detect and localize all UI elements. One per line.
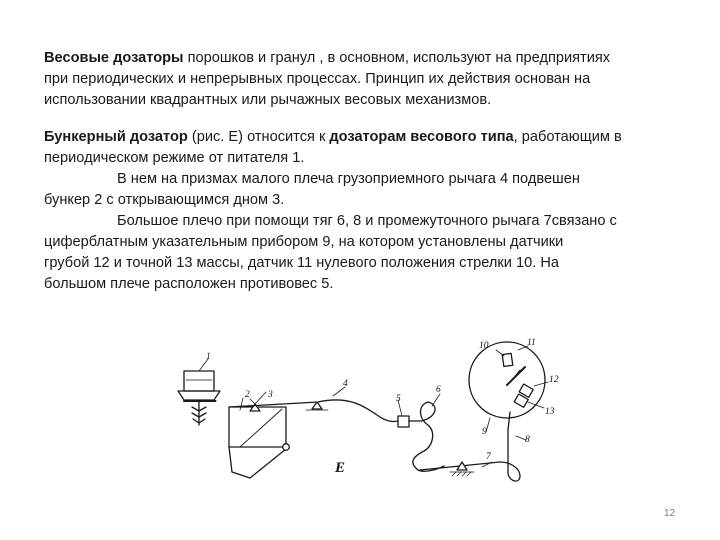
term-weight-dosers: Весовые дозаторы: [44, 50, 184, 66]
intro-line-1-text: порошков и гранул , в основном, используют на предприятиях: [183, 50, 611, 66]
term-hopper-doser: Бункерный дозатор: [44, 129, 188, 145]
hopper-line-8: большом плече расположен противовес 5.: [44, 276, 334, 292]
rod-8: [500, 412, 526, 481]
label-4: 4: [343, 379, 348, 389]
dial-indicator: [469, 342, 548, 432]
hopper-line-7: грубой 12 и точной 13 массы, датчик 11 нулевого положения стрелки 10. На: [44, 255, 559, 271]
label-11: 11: [527, 338, 536, 348]
label-2: 2: [245, 390, 250, 400]
hopper-line-2: периодическом режиме от питателя 1.: [44, 150, 305, 166]
hopper-line-1-end: , работающим в: [513, 129, 622, 145]
label-9: 9: [482, 427, 487, 437]
hopper-line-3: В нем на призмах малого плеча грузоприемного рычага 4 подвешен: [117, 171, 580, 187]
label-13: 13: [545, 407, 555, 417]
feeder: [178, 359, 220, 425]
intro-line-3: использовании квадрантных или рычажных весовых механизмов.: [44, 92, 492, 108]
figure-caption: Е: [335, 460, 346, 476]
label-6: 6: [436, 385, 441, 395]
label-10: 10: [479, 341, 489, 351]
label-5: 5: [396, 394, 401, 404]
hopper-line-4: бункер 2 с открывающимся дном 3.: [44, 192, 285, 208]
rod-6: [413, 394, 444, 471]
page-number: 12: [664, 508, 676, 519]
label-8: 8: [525, 435, 530, 445]
label-3: 3: [268, 390, 273, 400]
intermediate-lever: [420, 462, 500, 476]
hopper-line-1-mid: (рис. Е) относится к: [187, 129, 330, 145]
label-1: 1: [206, 352, 211, 362]
label-7: 7: [486, 452, 491, 462]
counterweight: [398, 400, 421, 427]
hopper-line-6: циферблатным указательным прибором 9, на котором установлены датчики: [44, 234, 564, 250]
intro-line-2: при периодических и непрерывных процессах. Принцип их действия основан на: [44, 71, 591, 87]
hopper-line-5: Большое плечо при помощи тяг 6, 8 и промежуточного рычага 7связано с: [117, 213, 617, 229]
term-weight-type: дозаторам весового типа: [329, 129, 514, 145]
label-12: 12: [549, 375, 559, 385]
